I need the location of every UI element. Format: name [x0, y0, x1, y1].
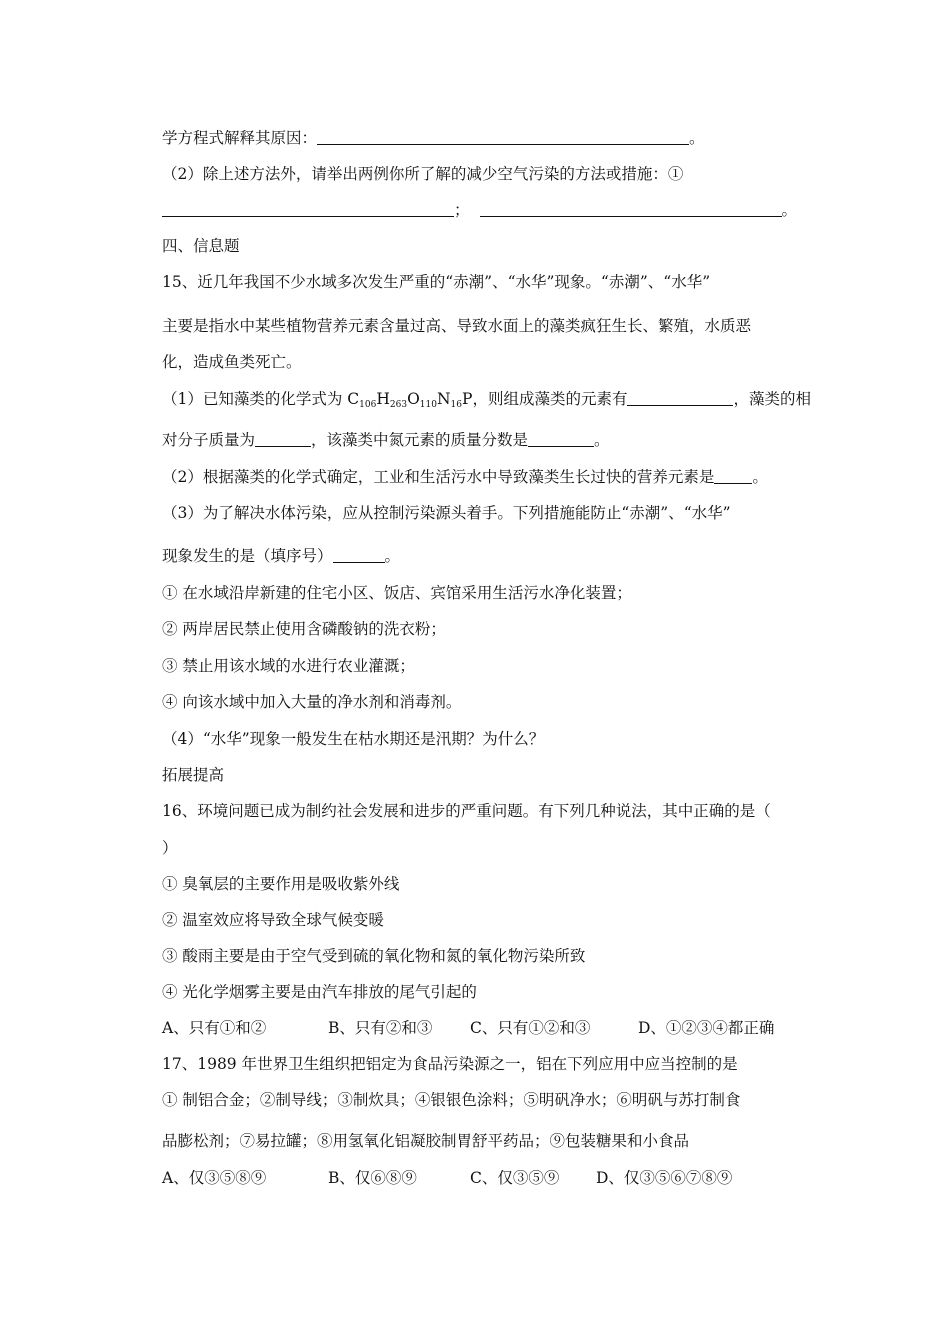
line-text: 学方程式解释其原因：	[162, 129, 318, 147]
answer-blank-1[interactable]	[162, 200, 454, 217]
answer-blank-mass-fraction[interactable]	[528, 430, 594, 447]
q16-choice-d[interactable]: D、①②③④都正确	[638, 1019, 775, 1037]
q15-part3: （3）为了解决水体污染，应从控制污染源头着手。下列措施能防止“赤潮”、“水华”	[162, 504, 731, 522]
answer-blank-elements[interactable]	[627, 389, 733, 406]
section-heading-info: 四、信息题	[162, 237, 240, 255]
q16-statement-3: ③ 酸雨主要是由于空气受到硫的氧化物和氮的氧化物污染所致	[162, 947, 586, 965]
q16-choice-c[interactable]: C、只有①②和③	[470, 1019, 591, 1037]
q15-text-3: 化，造成鱼类死亡。	[162, 353, 302, 371]
q17-choice-d[interactable]: D、仅③⑤⑥⑦⑧⑨	[596, 1169, 733, 1187]
q15-text-2: 主要是指水中某些植物营养元素含量过高、导致水面上的藻类疯狂生长、繁殖，水质恶	[162, 317, 752, 335]
line-text: 现象发生的是（填序号）	[162, 547, 333, 565]
q17-choice-a[interactable]: A、仅③⑤⑧⑨	[162, 1169, 267, 1187]
q15-option-4: ④ 向该水域中加入大量的净水剂和消毒剂。	[162, 693, 462, 711]
answer-blank-measures[interactable]	[333, 546, 385, 563]
line-text: （1）已知藻类的化学式为	[162, 390, 348, 408]
line-end: 。	[781, 201, 798, 219]
q17-choice-b[interactable]: B、仅⑥⑧⑨	[328, 1169, 417, 1187]
q15-option-1: ① 在水域沿岸新建的住宅小区、饭店、宾馆采用生活污水净化装置；	[162, 584, 632, 602]
line-text: ，该藻类中氮元素的质量分数是	[311, 431, 529, 449]
answer-line-2	[162, 200, 797, 220]
q16-statement-1: ① 臭氧层的主要作用是吸收紫外线	[162, 875, 400, 893]
q17-items-1: ① 制铝合金；②制导线；③制炊具；④银银色涂料；⑤明矾净水；⑥明矾与苏打制食	[162, 1091, 741, 1109]
line-text: 对分子质量为	[162, 431, 256, 449]
answer-blank[interactable]	[317, 128, 689, 145]
q16-choices	[162, 1018, 774, 1038]
q17-choice-c[interactable]: C、仅③⑤⑨	[470, 1169, 560, 1187]
q15-part1-cont	[162, 430, 610, 450]
line-end: 。	[594, 431, 610, 449]
line-text: （2）除上述方法外，请举出两例你所了解的减少空气污染的方法或措施：①	[162, 165, 684, 183]
q17-items-2: 品膨松剂；⑦易拉罐；⑧用氢氧化铝凝胶制胃舒平药品；⑨包装糖果和小食品	[162, 1132, 690, 1150]
q17-text: 17、1989 年世界卫生组织把铝定为食品污染源之一，铝在下列应用中应当控制的是	[162, 1055, 738, 1073]
line-text: （2）根据藻类的化学式确定，工业和生活污水中导致藻类生长过快的营养元素是	[162, 468, 715, 486]
q16-text: 16、环境问题已成为制约社会发展和进步的严重问题。有下列几种说法，其中正确的是（	[162, 802, 771, 820]
answer-line-1	[162, 128, 705, 148]
q15-part2	[162, 467, 768, 487]
section-heading-extension: 拓展提高	[162, 766, 225, 784]
q15-part3-cont	[162, 546, 400, 566]
q16-text-cont: ）	[162, 839, 178, 857]
line-end: 。	[689, 129, 705, 147]
line-end: 。	[752, 468, 768, 486]
answer-blank-2[interactable]	[480, 200, 782, 217]
question-2-prompt	[162, 164, 683, 184]
q15-part4: （4）“水华”现象一般发生在枯水期还是汛期？为什么？	[162, 730, 545, 748]
q16-choice-a[interactable]: A、只有①和②	[162, 1019, 267, 1037]
q15-part1	[162, 389, 811, 415]
line-text: ，藻类的相	[733, 390, 811, 408]
line-text: ，则组成藻类的元素有	[472, 390, 628, 408]
q16-choice-b[interactable]: B、只有②和③	[328, 1019, 433, 1037]
q15-option-3: ③ 禁止用该水域的水进行农业灌溉；	[162, 657, 415, 675]
q16-statement-4: ④ 光化学烟雾主要是由汽车排放的尾气引起的	[162, 983, 477, 1001]
line-end: 。	[384, 547, 401, 565]
q16-statement-2: ② 温室效应将导致全球气候变暖	[162, 911, 384, 929]
q15-text-1: 15、近几年我国不少水域多次发生严重的“赤潮”、“水华”现象。“赤潮”、“水华”	[162, 273, 711, 291]
chemical-formula: $C_{106}H_{263}O_{110}N_{16}P$	[347, 390, 473, 410]
q17-choices	[162, 1168, 732, 1188]
q15-option-2: ② 两岸居民禁止使用含磷酸钠的洗衣粉；	[162, 620, 446, 638]
answer-blank-molar-mass[interactable]	[255, 430, 311, 447]
separator: ；	[454, 201, 470, 219]
answer-blank-nutrient[interactable]	[714, 467, 752, 484]
